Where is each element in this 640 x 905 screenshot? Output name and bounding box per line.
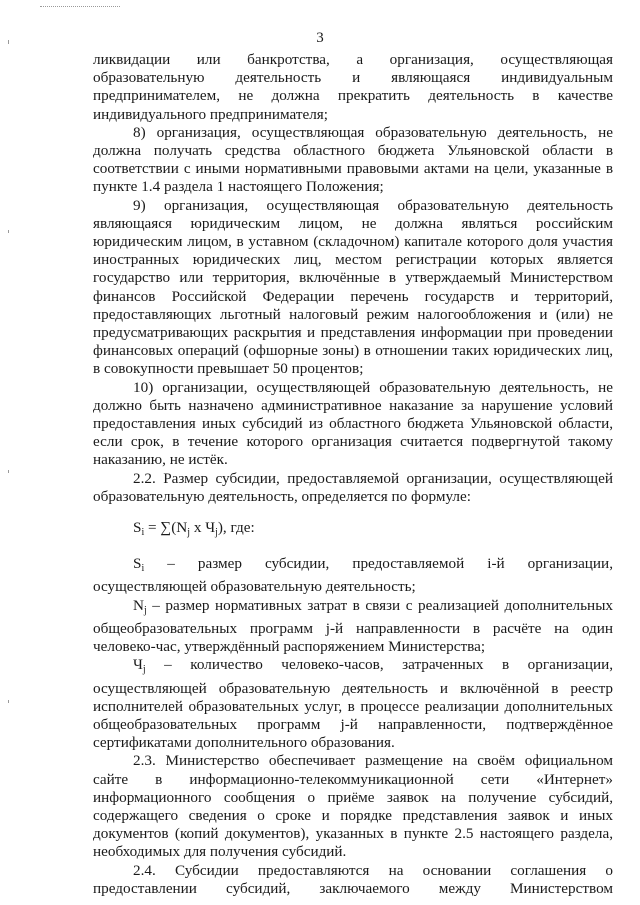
paragraph-item-9: 9) организация, осуществляющая образовательную деятельность являющаяся юридическим лицом, не должна являться российским юридическим лицом, в уставном (складочном) капитале которого доля участия иностранных юридических лиц, местом регистрации которых является государство или территория, включённые в утверждаемый Министерством финансов Российской Федерации перечень государств и территорий, предоставляющих льготный налоговый режим налогообложения и (или) не предусматривающих раскрытия и представления информации при проведении финансовых операций (офшорные зоны) в отношении таких юридических лиц, в совокупности превышает 50 процентов; bbox=[93, 196, 613, 378]
paragraph-2-3: 2.3. Министерство обеспечивает размещение на своём официальном сайте в информационно-телекоммуникационной сети «Интернет» информационного сообщения о приёме заявок на получение субсидий, содержащего сведения о сроке и порядке представления заявок и иных документов (копий документов), указанных в пункте 2.5 настоящего раздела, необходимых для получения субсидий. bbox=[93, 752, 613, 861]
scan-artifact bbox=[8, 700, 9, 703]
paragraph-item-8: 8) организация, осуществляющая образовательную деятельность, не должна получать средства областного бюджета Ульяновской области в соответствии с иными нормативными правовыми актами на цели, указанные в пункте 1.4 раздела 1 настоящего Положения; bbox=[93, 123, 613, 196]
paragraph-continuation: ликвидации или банкротства, а организация, осуществляющая образовательную деятельность и являющаяся индивидуальным предпринимателем, не должна прекратить деятельность в качестве индивидуального предпринимателя; bbox=[93, 51, 613, 123]
formula: $S_i = \sum(N_j$ x $Ч_j$), где: bbox=[133, 519, 255, 539]
definition-n: $N_j$ – размер нормативных затрат в связи с реализацией дополнительных общеобразовательных программ j-й направленности в расчёте на один человеко-час, утверждённый распоряжением Министерства; bbox=[93, 596, 613, 656]
paragraph-2-4: 2.4. Субсидии предоставляются на основании соглашения о предоставлении субсидий, заключаемого между Министерством bbox=[93, 861, 613, 897]
paragraph-item-10: 10) организации, осуществляющей образовательную деятельность, не должно быть назначено административное наказание за нарушение условий предоставления иных субсидий из областного бюджета Ульяновской области, если срок, в течение которого организация считается подвергнутой такому наказанию, не истёк. bbox=[93, 378, 613, 469]
page-number: 3 bbox=[316, 30, 324, 46]
scan-artifact bbox=[8, 230, 9, 233]
definition-ch: $Ч_j$ – количество человеко-часов, затраченных в организации, осуществляющей образовательную деятельность и включённой в реестр исполнителей образовательных услуг, в процессе реализации дополнительных общеобразовательных программ j-й направленности, подтверждённое сертификатами дополнительного образования. bbox=[93, 656, 613, 752]
paragraph-2-2: 2.2. Размер субсидии, предоставляемой организации, осуществляющей образовательную деятельность, определяется по формуле: bbox=[93, 469, 613, 505]
scan-artifact bbox=[40, 6, 120, 8]
scan-artifact bbox=[8, 470, 9, 473]
definition-s: $S_i$ – размер субсидии, предоставляемой i-й организации, осуществляющей образовательную деятельность; bbox=[93, 555, 613, 596]
document-body bbox=[93, 51, 613, 898]
